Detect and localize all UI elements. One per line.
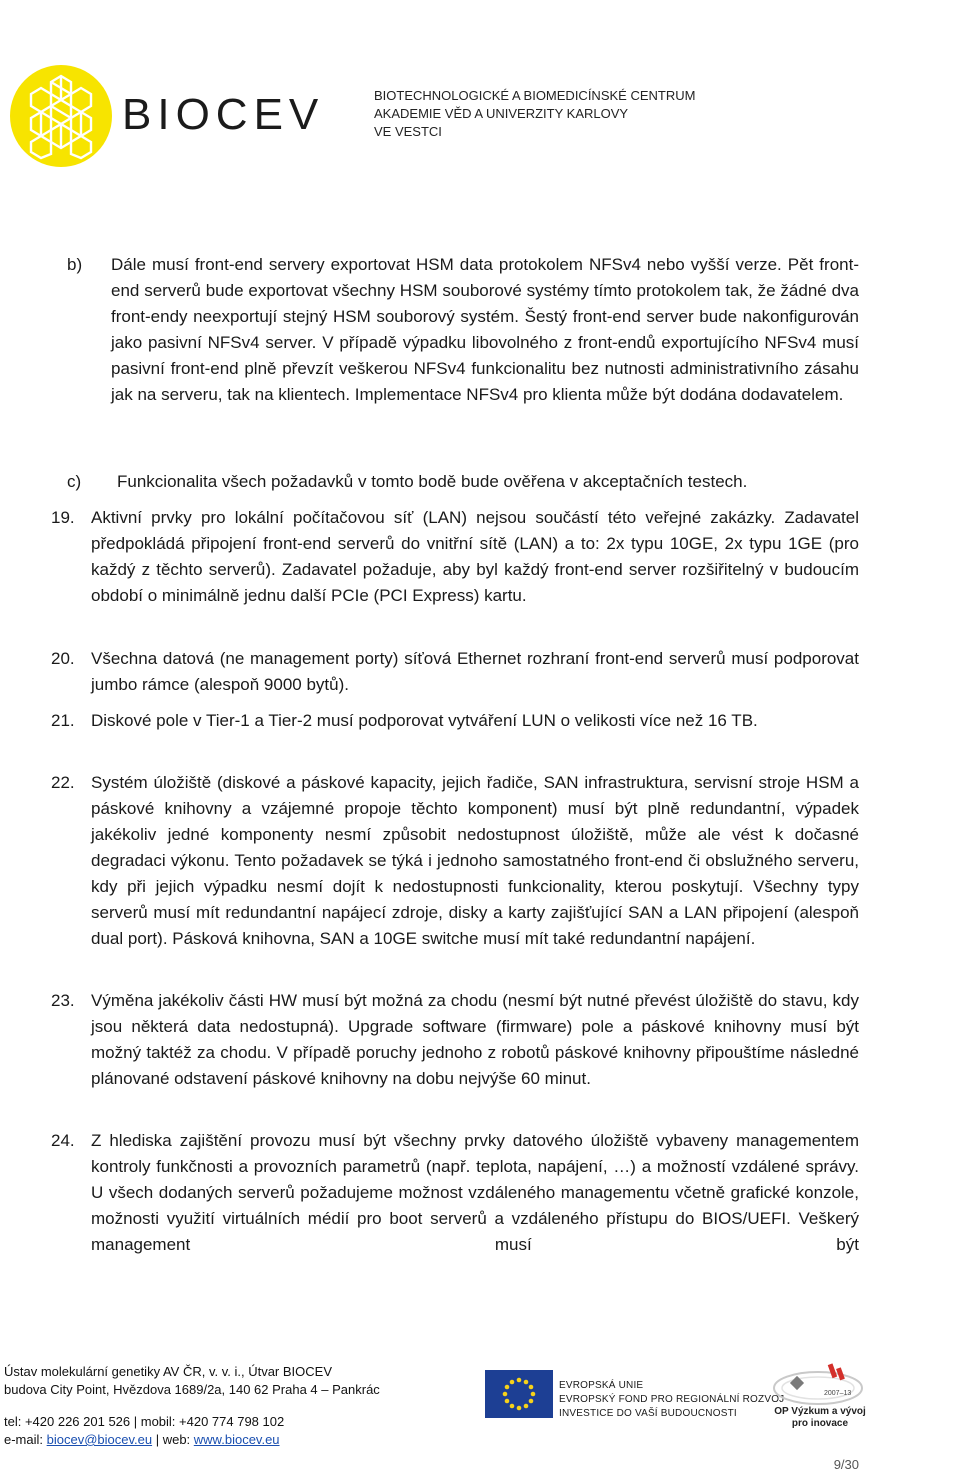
paragraph-22: Systém úložiště (diskové a páskové kapacity, jejich řadiče, SAN infrastruktura, servisní stroje HSM a páskové knihovny a vzájemné propoje těchto komponent) musí být plně redundantní, výpadek jakékoliv jedné komponenty nesmí způsobit nedostupnost úložiště, může ale vést k dočasné degradaci výkonu. Tento požadavek se týká i jednoho samostatného front-end či obslužného serveru, kdy při jejich výpadku nesmí dojít k nedostupnosti funkcionality, kterou poskytují. Všechny typy serverů musí mít redundantní napájecí zdroje, disky a karty zajišťující SAN a LAN připojení (alespoň dual port). Pásková knihovna, SAN a 10GE switche musí mít také redundantní napájení. [91, 773, 859, 948]
paragraph-c: Funkcionalita všech požadavků v tomto bodě bude ověřena v akceptačních testech. [117, 472, 748, 491]
institution-line: AKADEMIE VĚD A UNIVERZITY KARLOVY [374, 106, 629, 121]
item-label: 24. [51, 1131, 75, 1150]
logo-wordmark: BIOCEV [122, 90, 325, 139]
biocev-logo-icon [8, 62, 114, 170]
email-link[interactable]: biocev@biocev.eu [46, 1432, 153, 1447]
web-label: | web: [152, 1432, 194, 1447]
op-text [770, 1406, 870, 1430]
op-vavpi-logo-icon [770, 1358, 866, 1406]
eu-line: EVROPSKÝ FOND PRO REGIONÁLNÍ ROZVOJ [559, 1394, 785, 1405]
paragraph-19: Aktivní prvky pro lokální počítačovou síť (LAN) nejsou součástí této veřejné zakázky. Zadavatel předpokládá připojení front-end serverů do vnitřní sítě (LAN) a to: 2x typu 10GE, 2x typu 1GE (pro každý z těchto serverů). Zadavatel požaduje, aby byl každý front-end server rozšiřitelný v budoucím období o minimálně jednu další PCIe (PCI Express) kartu. [91, 508, 859, 605]
item-label: b) [67, 255, 83, 274]
item-label: 19. [51, 508, 75, 527]
item-label: 20. [51, 649, 75, 668]
institution-line: VE VESTCI [374, 124, 442, 139]
item-label: 23. [51, 991, 75, 1010]
institution-line: BIOTECHNOLOGICKÉ A BIOMEDICÍNSKÉ CENTRUM [374, 88, 696, 103]
paragraph-23: Výměna jakékoliv části HW musí být možná za chodu (nesmí být nutné převést úložiště do stavu, kdy jsou některá data nedostupná). Upgrade software (firmware) pole a páskové knihovny musí být možný taktéž za chodu. V případě poruchy jednoho z robotů páskové knihovny připouštíme následné plánované odstavení páskové knihovny na dobu nejvýše 60 minut. [91, 991, 859, 1088]
footer-org: Ústav molekulární genetiky AV ČR, v. v. i., Útvar BIOCEV [4, 1364, 332, 1379]
paragraph-b: Dále musí front-end servery exportovat HSM data protokolem NFSv4 nebo vyšší verze. Pět front-end serverů bude exportovat všechny HSM souborové systémy tímto protokolem tak, že žádné dva front-endy neexportují stejný HSM souborový systém. Šestý front-end server bude nakonfigurován jako pasivní NFSv4 server. V případě výpadku libovolného z front-endů exportujícího NFSv4 musí pasivní front-end plně převzít veškerou NFSv4 funkcionalitu bez nutnosti administrativního zásahu jak na serveru, tak na klientech. Implementace NFSv4 pro klienta může být dodána dodavatelem. [111, 255, 859, 404]
op-line: pro inovace [791, 1418, 849, 1429]
eu-line: EVROPSKÁ UNIE [559, 1380, 644, 1391]
eu-text [559, 1379, 784, 1421]
web-link[interactable]: www.biocev.eu [193, 1432, 280, 1447]
paragraph-21: Diskové pole v Tier-1 a Tier-2 musí podporovat vytváření LUN o velikosti více než 16 TB. [91, 711, 758, 730]
page-number: 9/30 [833, 1457, 859, 1472]
op-years: 2007–13 [824, 1390, 852, 1397]
email-label: e-mail: [4, 1432, 47, 1447]
paragraph-20: Všechna datová (ne management porty) síťová Ethernet rozhraní front-end serverů musí podporovat jumbo rámce (alespoň 9000 bytů). [91, 649, 859, 694]
item-label: c) [67, 472, 82, 491]
paragraph-24: Z hlediska zajištění provozu musí být všechny prvky datového úložiště vybaveny managementem kontroly funkčnosti a provozních parametrů (např. teplota, napájení, …) a možností vzdálené správy. U všech dodaných serverů požadujeme možnost vzdáleného managementu včetně grafické konzole, možnosti využití virtuálních médií pro boot serverů a vzdáleného přístupu do BIOS/UEFI. Veškerý management musí být [91, 1131, 859, 1254]
eu-flag-icon [485, 1370, 553, 1418]
item-label: 21. [51, 711, 75, 730]
footer-address: budova City Point, Hvězdova 1689/2a, 140 62 Praha 4 – Pankrác [4, 1382, 380, 1397]
op-line: OP Výzkum a vývoj [774, 1406, 866, 1417]
footer-contacts [4, 1431, 280, 1449]
footer-phone: tel: +420 226 201 526 | mobil: +420 774 798 102 [4, 1414, 285, 1429]
item-label: 22. [51, 773, 75, 792]
eu-line: INVESTICE DO VAŠÍ BUDOUCNOSTI [559, 1408, 737, 1419]
institution-name [374, 87, 695, 141]
